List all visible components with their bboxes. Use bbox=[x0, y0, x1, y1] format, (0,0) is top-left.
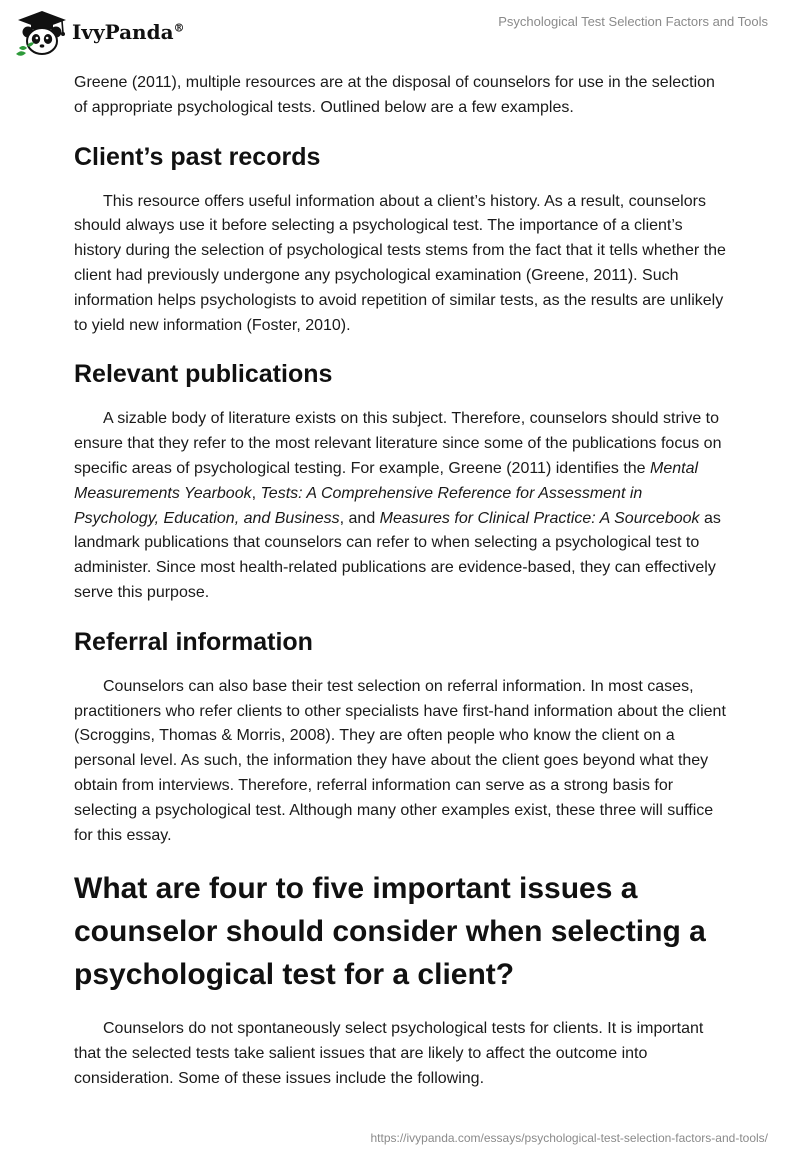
panda-graduate-icon bbox=[14, 8, 70, 58]
page-header bbox=[0, 0, 800, 60]
ivypanda-logo[interactable] bbox=[14, 8, 185, 58]
paragraph-relevant-publications: A sizable body of literature exists on this subject. Therefore, counselors should strive to ensure that they refer to the most relevant literature since some of the publications focus on specific areas of psychological testing. For example, Greene (2011) identifies the Mental Measurements Yearbook, Tests: A Comprehensive Reference for Assessment in Psychology, Education, and Business, and Measures for Clinical Practice: A Sourcebook as landmark publications that counselors can refer to when selecting a psychological test to administer. Since most health-related publications are evidence-based, they can effectively serve this purpose. bbox=[74, 410, 722, 601]
paragraph-referral-information: Counselors can also base their test selection on referral information. In most cases, practitioners who refer clients to other specialists have first-hand information about the client (Scroggins, Thomas & Morris, 2008). They are often people who know the client on a personal level. As such, the information they have about the client goes beyond what they obtain from interviews. Therefore, referral information can serve as a strong basis for selecting a psychological test. Although many other examples exist, these three will suffice for this essay. bbox=[74, 677, 726, 844]
brand-name: IvyPanda® bbox=[72, 20, 185, 44]
publication-title: Measures for Clinical Practice: A Sourcebook bbox=[379, 509, 700, 527]
document-title: Psychological Test Selection Factors and Tools bbox=[498, 14, 768, 29]
heading-referral-information: Referral information bbox=[74, 627, 313, 656]
publication-title: Tests: A Comprehensive Reference for Assessment in Psychology, Education, and Business bbox=[74, 484, 643, 527]
paragraph-client-past-records: This resource offers useful information about a client’s history. As a result, counselors should always use it before selecting a psychological test. The importance of a client’s history during the selection of psychological tests stems from the fact that it tells whether the client had previously undergone any psychological examination (Greene, 2011). Such information helps psychologists to avoid repetition of similar tests, as the results are unlikely to yield new information (Foster, 2010). bbox=[74, 192, 726, 334]
paragraph-important-issues: Counselors do not spontaneously select psychological tests for clients. It is important that the selected tests take salient issues that are likely to affect the outcome into consideration. Some of these issues include the following. bbox=[74, 1020, 704, 1087]
intro-paragraph: Greene (2011), multiple resources are at the disposal of counselors for use in the selection of appropriate psychological tests. Outlined below are a few examples. bbox=[74, 74, 715, 116]
section-heading-important-issues: What are four to five important issues a counselor should consider when selecting a psychological test for a client? bbox=[74, 872, 706, 992]
heading-client-past-records: Client’s past records bbox=[74, 142, 321, 171]
publication-title: Mental Measurements Yearbook bbox=[74, 459, 699, 502]
source-url[interactable]: https://ivypanda.com/essays/psychological-test-selection-factors-and-tools/ bbox=[370, 1131, 768, 1145]
essay-content bbox=[74, 71, 730, 1092]
heading-relevant-publications: Relevant publications bbox=[74, 360, 333, 389]
